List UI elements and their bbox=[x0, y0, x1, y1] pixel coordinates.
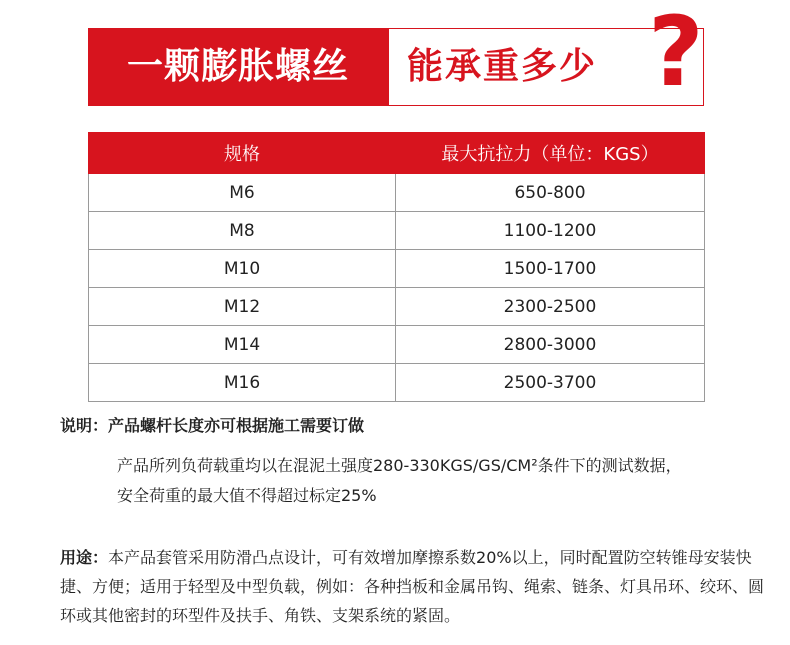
table-row bbox=[89, 326, 705, 364]
table-header-row bbox=[89, 133, 705, 174]
banner-left-title: 一颗膨胀螺丝 bbox=[88, 28, 388, 106]
table-row bbox=[89, 364, 705, 402]
load-capacity-table bbox=[88, 132, 705, 402]
tension-cell: 1500-1700 bbox=[396, 250, 705, 288]
spec-cell: M12 bbox=[89, 288, 396, 326]
table-row bbox=[89, 250, 705, 288]
title-banner bbox=[88, 0, 704, 108]
table-row bbox=[89, 174, 705, 212]
spec-cell: M14 bbox=[89, 326, 396, 364]
banner-right-title: 能承重多少 bbox=[407, 46, 598, 87]
spec-cell: M10 bbox=[89, 250, 396, 288]
table-row bbox=[89, 212, 705, 250]
usage-text: 本产品套管采用防滑凸点设计，可有效增加摩擦系数20%以上，同时配置防空转锥母安装快捷、方便；适用于轻型及中型负载，例如：各种挡板和金属吊钩、绳索、链条、灯具吊环、绞环、圆环或其他密封的环型件及扶手、角铁、支架系统的紧固。 bbox=[60, 548, 765, 625]
note-line-2: 安全荷重的最大值不得超过标定25% bbox=[117, 486, 377, 505]
tension-cell: 1100-1200 bbox=[396, 212, 705, 250]
question-mark-icon: ? bbox=[648, 0, 704, 108]
header-max-tension: 最大抗拉力（单位：KGS） bbox=[396, 133, 705, 174]
tension-cell: 2800-3000 bbox=[396, 326, 705, 364]
tension-cell: 2500-3700 bbox=[396, 364, 705, 402]
spec-cell: M16 bbox=[89, 364, 396, 402]
tension-cell: 650-800 bbox=[396, 174, 705, 212]
spec-cell: M6 bbox=[89, 174, 396, 212]
usage-paragraph bbox=[60, 543, 772, 630]
spec-cell: M8 bbox=[89, 212, 396, 250]
usage-label: 用途： bbox=[60, 548, 109, 567]
header-spec: 规格 bbox=[89, 133, 396, 174]
table-row bbox=[89, 288, 705, 326]
note-line-1: 产品所列负荷载重均以在混泥土强度280-330KGS/GS/CM²条件下的测试数据， bbox=[117, 456, 682, 475]
tension-cell: 2300-2500 bbox=[396, 288, 705, 326]
note-title: 说明：产品螺杆长度亦可根据施工需要订做 bbox=[60, 416, 365, 435]
